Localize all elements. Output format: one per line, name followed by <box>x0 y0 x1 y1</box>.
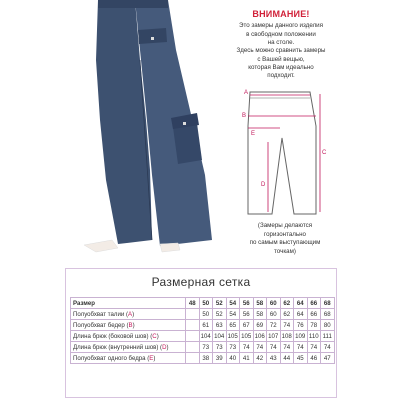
table-cell: 64 <box>294 309 308 320</box>
row-label-close: ) <box>132 321 135 329</box>
row-label-letter: B <box>128 321 133 329</box>
row-label-close: ) <box>132 310 135 318</box>
table-cell: 52 <box>213 309 227 320</box>
cargo-pocket-flap <box>138 28 167 44</box>
table-cell: 74 <box>253 342 267 353</box>
size-header-cell: 68 <box>321 298 335 309</box>
table-cell: 62 <box>280 309 294 320</box>
table-cell: 41 <box>240 353 254 364</box>
table-row <box>71 309 335 320</box>
table-cell: 60 <box>267 309 281 320</box>
waistband <box>98 0 168 8</box>
diagram-label-b: B <box>242 113 247 119</box>
note-line: точкам) <box>274 248 296 256</box>
table-row <box>71 331 335 342</box>
table-cell: 74 <box>240 342 254 353</box>
table-cell: 44 <box>280 353 294 364</box>
table-cell: 56 <box>240 309 254 320</box>
size-header-cell: 58 <box>253 298 267 309</box>
note-line: Здесь можно сравнить замеры <box>236 47 326 55</box>
row-label-close: ) <box>153 354 156 362</box>
table-cell: 58 <box>253 309 267 320</box>
table-cell: 108 <box>281 332 292 340</box>
table-cell: 74 <box>321 342 335 353</box>
note-line: горизонтально <box>264 230 306 238</box>
note-line: подходит. <box>267 72 295 80</box>
row-label-letter: D <box>162 343 167 351</box>
row-label <box>71 342 186 353</box>
table-cell: 73 <box>199 342 213 353</box>
diagram-label-a: A <box>244 90 249 96</box>
row-label-text: Длина брюк (боковой шов) ( <box>73 332 153 340</box>
table-cell: 63 <box>213 320 227 331</box>
table-cell <box>186 309 200 320</box>
table-cell: 68 <box>321 309 335 320</box>
note-line: на столе. <box>267 38 295 46</box>
pants-outline <box>248 92 316 214</box>
size-header-cell: 62 <box>280 298 294 309</box>
diagram-label-c: C <box>322 150 327 156</box>
table-cell: 54 <box>226 309 240 320</box>
table-cell: 43 <box>267 353 281 364</box>
diagram-label-e: E <box>251 131 256 137</box>
pocket-snap <box>183 122 186 125</box>
table-cell: 39 <box>213 353 227 364</box>
table-cell: 38 <box>199 353 213 364</box>
table-cell: 78 <box>307 320 321 331</box>
row-label <box>71 309 186 320</box>
product-photo-pants <box>0 0 225 265</box>
table-cell: 105 <box>241 332 252 340</box>
table-cell: 40 <box>226 353 240 364</box>
size-chart-title: Размерная сетка <box>151 275 251 289</box>
shoe-right <box>160 243 180 252</box>
attention-heading: ВНИМАНИЕ! <box>252 9 310 19</box>
table-cell <box>186 342 200 353</box>
row-label-close: ) <box>166 343 169 351</box>
row-label-close: ) <box>156 332 159 340</box>
table-cell: 46 <box>307 353 321 364</box>
size-header-cell: 52 <box>213 298 227 309</box>
table-cell <box>186 320 200 331</box>
table-cell: 42 <box>253 353 267 364</box>
table-cell: 111 <box>321 331 335 342</box>
table-cell: 47 <box>321 353 335 364</box>
diagram-label-d: D <box>261 182 266 188</box>
table-cell: 74 <box>280 320 294 331</box>
row-label-text: Полуобхват талии ( <box>73 310 128 318</box>
table-cell: 74 <box>307 342 321 353</box>
table-row <box>71 320 335 331</box>
table-cell: 74 <box>280 342 294 353</box>
table-cell: 74 <box>294 342 308 353</box>
size-table-header-row <box>71 298 335 309</box>
table-cell: 104 <box>200 332 211 340</box>
table-cell: 105 <box>227 332 238 340</box>
table-cell: 107 <box>268 332 279 340</box>
pocket-snap <box>151 37 154 40</box>
table-cell: 69 <box>253 320 267 331</box>
table-cell: 66 <box>307 309 321 320</box>
table-cell: 73 <box>213 342 227 353</box>
size-header-cell: 64 <box>294 298 308 309</box>
table-cell: 50 <box>199 309 213 320</box>
size-table <box>70 297 335 364</box>
note-line: Это замеры данного изделия <box>239 22 323 30</box>
table-cell: 106 <box>254 332 265 340</box>
size-chart <box>65 268 337 398</box>
row-label-text: Длина брюк (внутренний шов) ( <box>73 343 163 351</box>
note-line: которая Вам идеально <box>248 63 314 71</box>
row-label-letter: A <box>128 310 133 318</box>
attention-note <box>222 8 340 81</box>
note-line: по самым выступающим <box>249 239 321 247</box>
table-cell: 45 <box>294 353 308 364</box>
table-cell: 104 <box>214 332 225 340</box>
row-label-letter: C <box>152 332 157 340</box>
table-cell: 74 <box>267 342 281 353</box>
note-line: (Замеры делаются <box>257 222 313 229</box>
size-header-cell: 56 <box>240 298 254 309</box>
table-cell: 76 <box>294 320 308 331</box>
measurement-diagram <box>232 86 352 221</box>
table-cell: 110 <box>308 332 319 340</box>
row-label-text: Полуобхват бедер ( <box>73 321 129 329</box>
table-row <box>71 342 335 353</box>
shoe-left <box>84 240 118 252</box>
note-line: в свободном положении <box>246 30 316 38</box>
size-header-cell: 50 <box>199 298 213 309</box>
table-cell: 109 <box>295 332 306 340</box>
table-cell <box>186 353 200 364</box>
row-label-text: Полуобхват одного бедра ( <box>73 354 150 362</box>
row-label <box>71 320 186 331</box>
row-label-letter: E <box>149 354 154 362</box>
table-cell: 73 <box>226 342 240 353</box>
table-cell: 65 <box>226 320 240 331</box>
size-header-cell: 66 <box>307 298 321 309</box>
table-cell: 67 <box>240 320 254 331</box>
table-cell: 61 <box>199 320 213 331</box>
table-cell: 72 <box>267 320 281 331</box>
table-row <box>71 353 335 364</box>
size-header-cell: 48 <box>186 298 200 309</box>
measurement-note <box>226 222 344 257</box>
header-label: Размер <box>71 298 186 309</box>
size-header-cell: 60 <box>267 298 281 309</box>
table-cell: 80 <box>321 320 335 331</box>
note-line: с Вашей вещью, <box>257 55 305 63</box>
table-cell <box>186 331 200 342</box>
row-label <box>71 331 186 342</box>
row-label <box>71 353 186 364</box>
size-header-cell: 54 <box>226 298 240 309</box>
